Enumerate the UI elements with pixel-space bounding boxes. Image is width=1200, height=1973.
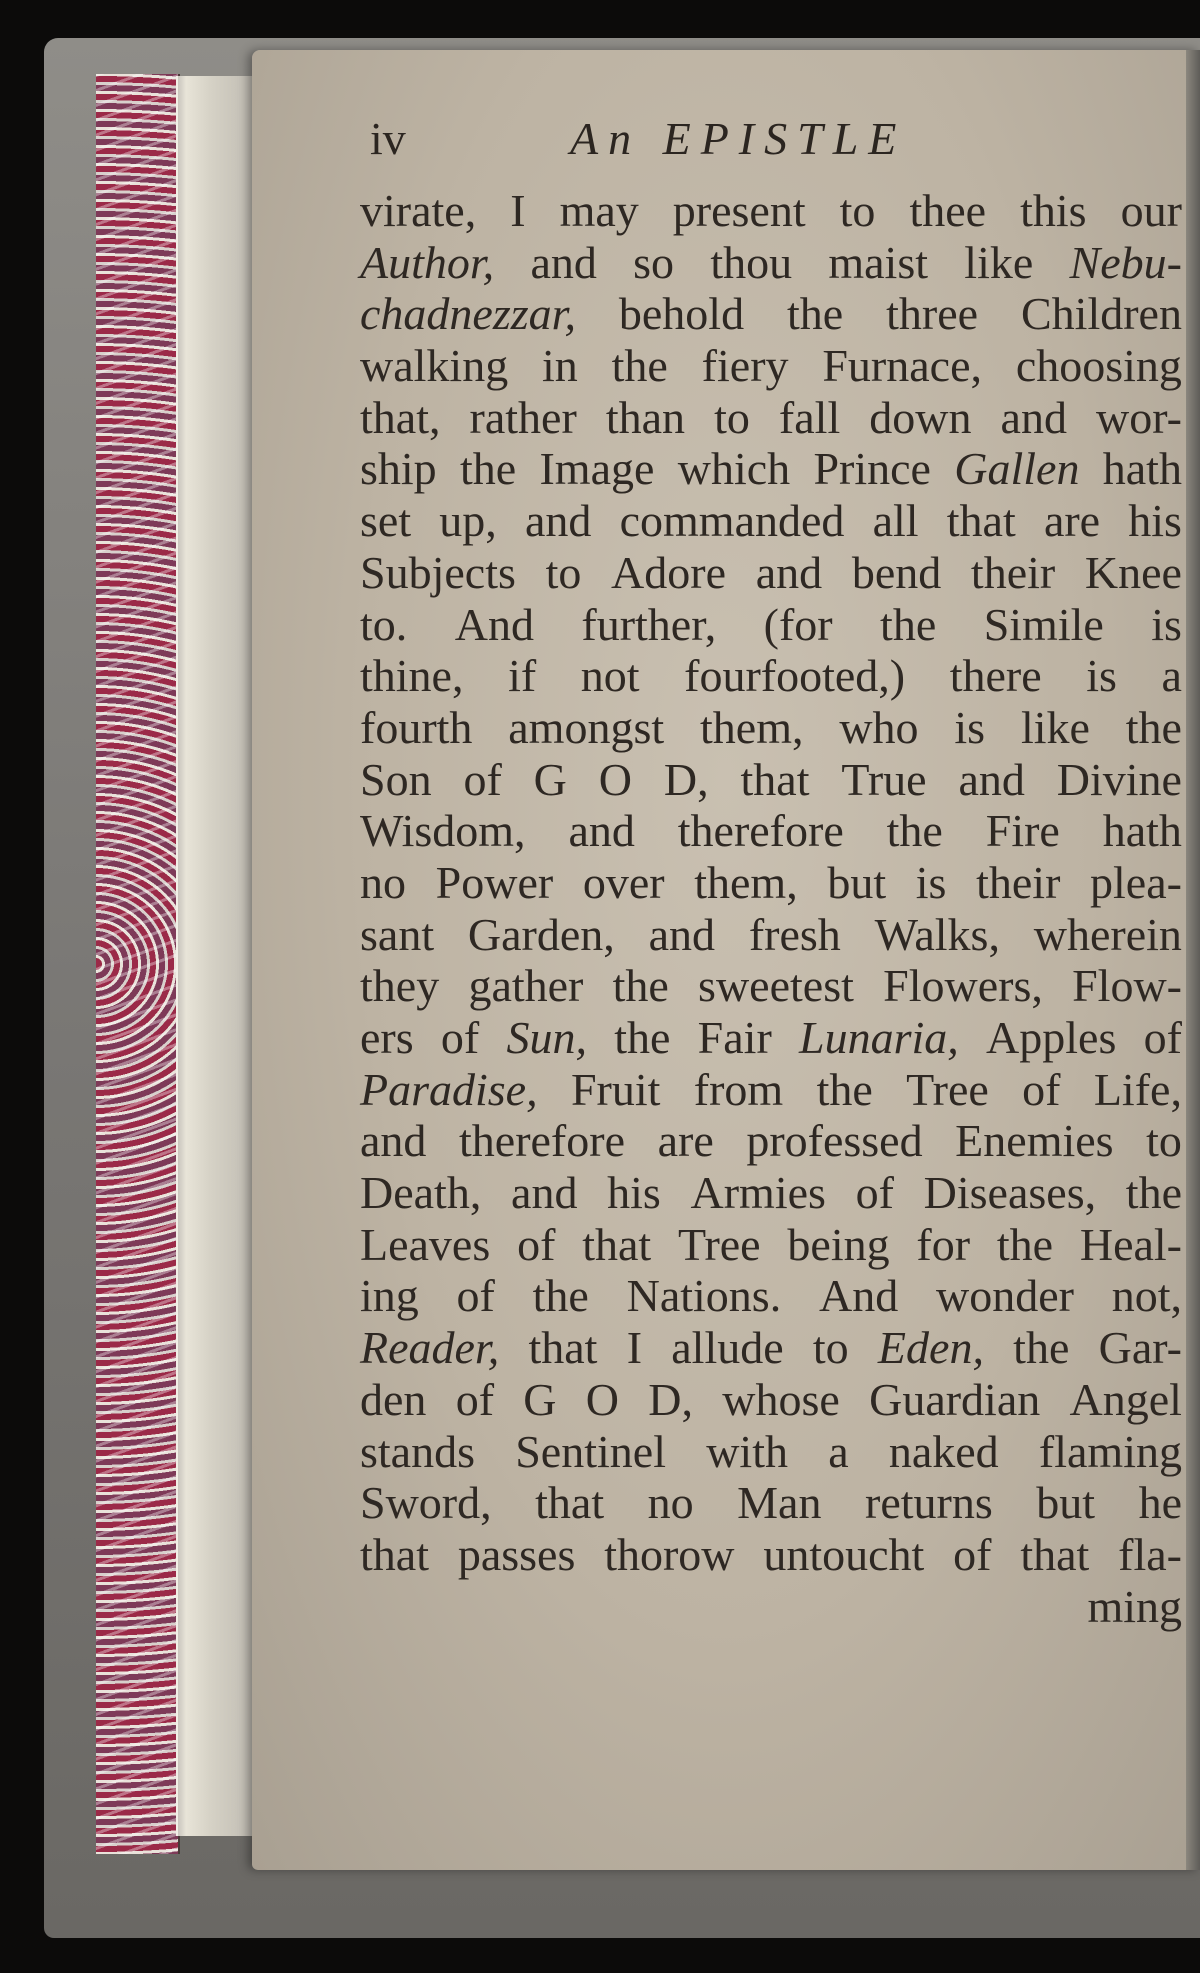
word: there	[949, 650, 1042, 702]
word: O	[598, 753, 633, 805]
word: hath	[1102, 443, 1182, 495]
word: Garden,	[467, 908, 615, 960]
word: Image	[539, 443, 655, 495]
word: ship	[360, 443, 437, 495]
text-line	[360, 599, 1182, 651]
word: chadnezzar,	[360, 288, 576, 340]
word: them,	[700, 701, 804, 753]
word: hath	[1102, 805, 1182, 857]
page-edge	[1186, 50, 1200, 1870]
text-line	[360, 805, 1182, 857]
word: virate,	[360, 185, 477, 236]
word: the	[532, 1270, 589, 1322]
marbled-endpaper	[96, 74, 180, 1854]
word: wherein	[1033, 908, 1182, 960]
text-line	[360, 547, 1182, 599]
word: for	[916, 1218, 971, 1270]
word: Leaves	[360, 1218, 491, 1270]
word: to	[839, 185, 876, 236]
word: Gar-	[1098, 1322, 1182, 1374]
word: Lunaria,	[799, 1012, 959, 1063]
word: the	[880, 598, 937, 650]
word: the	[612, 960, 669, 1012]
word: den	[360, 1373, 427, 1425]
word: that,	[360, 391, 441, 443]
word: thee	[909, 185, 987, 236]
word: Adore	[611, 546, 727, 598]
word: present	[672, 185, 806, 236]
word: thorow	[604, 1528, 735, 1580]
word: Sword,	[360, 1477, 492, 1529]
word: fresh	[748, 908, 841, 960]
word: Nations.	[626, 1270, 782, 1322]
word: who	[839, 701, 919, 753]
word: so	[633, 236, 675, 288]
word: and	[958, 753, 1025, 805]
running-title: An EPISTLE	[570, 113, 907, 164]
word: this	[1020, 185, 1087, 236]
text-line	[360, 340, 1182, 392]
word: if	[508, 650, 537, 702]
word: Simile	[983, 598, 1104, 650]
word: the	[787, 288, 844, 340]
word: being	[787, 1218, 890, 1270]
word: stands	[360, 1425, 475, 1477]
word: the	[886, 805, 943, 857]
word: of	[1143, 1012, 1182, 1063]
word: walking	[360, 340, 509, 392]
word: are	[657, 1115, 714, 1167]
word: and	[1000, 391, 1067, 443]
text-line	[360, 288, 1182, 340]
word: the	[459, 443, 517, 495]
word: them,	[694, 856, 798, 908]
word: wonder	[935, 1270, 1074, 1322]
flyleaf-edge	[176, 76, 258, 1836]
text-line	[360, 1115, 1182, 1167]
word: Apples	[986, 1012, 1117, 1063]
word: are	[1043, 495, 1101, 547]
word: the	[1125, 1167, 1182, 1219]
word: O	[585, 1373, 620, 1425]
word: no	[647, 1477, 694, 1529]
text-line	[360, 495, 1182, 547]
text-line	[360, 1064, 1182, 1116]
word: of	[517, 1218, 556, 1270]
word: may	[559, 185, 639, 236]
word: the	[996, 1218, 1054, 1270]
word: Paradise,	[360, 1063, 538, 1115]
word: Divine	[1056, 753, 1182, 805]
word: further,	[581, 598, 717, 650]
word: than	[605, 391, 686, 443]
word: wor-	[1096, 391, 1182, 443]
text-line	[360, 909, 1182, 961]
word: that	[582, 1218, 652, 1270]
word: of	[463, 753, 502, 805]
word: Flowers,	[883, 960, 1043, 1012]
word: rather	[469, 391, 577, 443]
word: sant	[360, 908, 435, 960]
word: Flow-	[1072, 960, 1182, 1012]
word: Sun,	[506, 1012, 587, 1063]
word: Sentinel	[515, 1425, 666, 1477]
word: untoucht	[763, 1528, 925, 1580]
word: but	[827, 856, 887, 908]
word: Fruit	[570, 1063, 661, 1115]
word: D,	[663, 753, 709, 805]
word: Tree	[906, 1063, 989, 1115]
page-number: iv	[370, 113, 406, 164]
word: Life,	[1093, 1063, 1182, 1115]
word: to	[812, 1322, 849, 1374]
word: he	[1138, 1477, 1182, 1529]
word: up,	[439, 495, 497, 547]
word: their	[970, 546, 1056, 598]
text-line	[360, 1012, 1182, 1064]
word: fla-	[1118, 1528, 1182, 1580]
word: Angel	[1069, 1373, 1182, 1425]
text-line	[360, 1219, 1182, 1271]
word: that	[528, 1322, 598, 1374]
text-line	[360, 392, 1182, 444]
word: Prince	[813, 443, 931, 495]
word: ing	[360, 1270, 419, 1322]
word: Knee	[1084, 546, 1182, 598]
word: and	[755, 546, 823, 598]
word: their	[976, 856, 1061, 908]
word: professed	[746, 1115, 923, 1167]
word: Power	[435, 856, 554, 908]
text-line	[360, 1477, 1182, 1529]
text-line	[360, 960, 1182, 1012]
word: which	[677, 443, 791, 495]
word: choosing	[1015, 340, 1182, 392]
word: fourfooted,)	[684, 650, 906, 702]
word: And	[454, 598, 534, 650]
word: Heal-	[1079, 1218, 1182, 1270]
word: of	[455, 1373, 495, 1425]
word: that	[1020, 1528, 1090, 1580]
word: Author,	[360, 236, 495, 288]
word: Reader,	[360, 1322, 500, 1374]
word: Armies	[690, 1167, 826, 1219]
word: with	[706, 1425, 788, 1477]
word: sweetest	[698, 960, 854, 1012]
text-line	[360, 702, 1182, 754]
running-header	[370, 112, 1170, 182]
word: whose	[722, 1373, 840, 1425]
word: and	[530, 236, 597, 288]
word: I	[626, 1322, 643, 1374]
word: three	[886, 288, 979, 340]
word: his	[1128, 495, 1182, 547]
word: fourth	[360, 701, 473, 753]
word: of	[440, 1012, 480, 1063]
word: is	[1086, 650, 1117, 702]
word: behold	[618, 288, 745, 340]
word: like	[1020, 701, 1090, 753]
word: fall	[778, 391, 841, 443]
word: Furnace,	[822, 340, 982, 392]
word: ming	[1087, 1580, 1182, 1632]
word: not	[580, 650, 640, 702]
word: and	[568, 805, 635, 857]
text-line	[360, 1426, 1182, 1478]
word: the	[816, 1063, 873, 1115]
word: that	[946, 495, 1016, 547]
word: bend	[851, 546, 942, 598]
word: a	[828, 1425, 849, 1477]
word: Eden,	[877, 1322, 984, 1374]
word: the	[614, 1012, 671, 1063]
word: but	[1036, 1477, 1096, 1529]
word: all	[872, 495, 919, 547]
word: Children	[1020, 288, 1182, 340]
word: that	[535, 1477, 605, 1529]
word: the	[611, 340, 668, 392]
word: commanded	[619, 495, 845, 547]
word: is	[954, 701, 986, 753]
text-line	[360, 1322, 1182, 1374]
word: And	[818, 1270, 899, 1322]
word: Guardian	[869, 1373, 1041, 1425]
text-line	[360, 1581, 1182, 1633]
word: G	[533, 753, 567, 805]
word: the	[1125, 701, 1182, 753]
word: our	[1120, 185, 1182, 236]
word: passes	[457, 1528, 576, 1580]
word: to	[714, 391, 750, 443]
word: I	[510, 185, 526, 236]
word: therefore	[459, 1115, 625, 1167]
word: is	[915, 856, 947, 908]
word: that	[360, 1528, 429, 1580]
word: ers	[360, 1012, 414, 1063]
word: of	[1022, 1063, 1061, 1115]
text-line	[360, 185, 1182, 237]
word: Man	[737, 1477, 822, 1529]
word: plea-	[1090, 856, 1182, 908]
word: Death,	[360, 1167, 482, 1219]
word: amongst	[508, 701, 665, 753]
word: to.	[360, 598, 408, 650]
text-line	[360, 1270, 1182, 1322]
word: Fair	[697, 1012, 772, 1063]
word: Son	[360, 753, 432, 805]
word: (for	[763, 598, 833, 650]
word: Nebu-	[1069, 236, 1182, 288]
word: his	[607, 1167, 661, 1219]
word: maist	[828, 236, 929, 288]
word: G	[523, 1373, 557, 1425]
word: the	[1013, 1322, 1070, 1374]
word: not,	[1111, 1270, 1182, 1322]
text-line	[360, 1374, 1182, 1426]
word: Gallen	[954, 443, 1080, 495]
word: and	[648, 908, 716, 960]
word: in	[542, 340, 578, 392]
word: D,	[648, 1373, 694, 1425]
word: Walks,	[874, 908, 1000, 960]
word: returns	[865, 1477, 993, 1529]
word: Enemies	[955, 1115, 1114, 1167]
word: a	[1161, 650, 1182, 702]
word: Tree	[677, 1218, 761, 1270]
text-line	[360, 237, 1182, 289]
word: of	[855, 1167, 894, 1219]
word: of	[456, 1270, 495, 1322]
text-line	[360, 754, 1182, 806]
word: and	[511, 1167, 578, 1219]
word: is	[1151, 598, 1182, 650]
body-text	[360, 185, 1182, 1632]
text-line	[360, 650, 1182, 702]
word: allude	[671, 1322, 784, 1374]
word: Fire	[985, 805, 1060, 857]
word: Diseases,	[923, 1167, 1097, 1219]
text-line	[360, 857, 1182, 909]
word: gather	[468, 960, 584, 1012]
word: naked	[888, 1425, 999, 1477]
word: flaming	[1038, 1425, 1182, 1477]
word: and	[360, 1115, 427, 1167]
word: therefore	[677, 805, 844, 857]
word: True	[841, 753, 927, 805]
word: thine,	[360, 650, 464, 702]
word: Subjects	[360, 546, 516, 598]
word: fiery	[701, 340, 789, 392]
word: like	[964, 236, 1034, 288]
word: they	[360, 960, 440, 1012]
word: and	[524, 495, 592, 547]
word: Wisdom,	[360, 805, 526, 857]
word: thou	[710, 236, 793, 288]
text-line	[360, 443, 1182, 495]
word: to	[545, 546, 582, 598]
word: down	[869, 391, 972, 443]
word: from	[693, 1063, 784, 1115]
text-line	[360, 1529, 1182, 1581]
word: that	[740, 753, 810, 805]
word: over	[582, 856, 665, 908]
word: to	[1146, 1115, 1182, 1167]
word: no	[360, 856, 406, 908]
word: set	[360, 495, 412, 547]
text-line	[360, 1167, 1182, 1219]
word: of	[953, 1528, 992, 1580]
